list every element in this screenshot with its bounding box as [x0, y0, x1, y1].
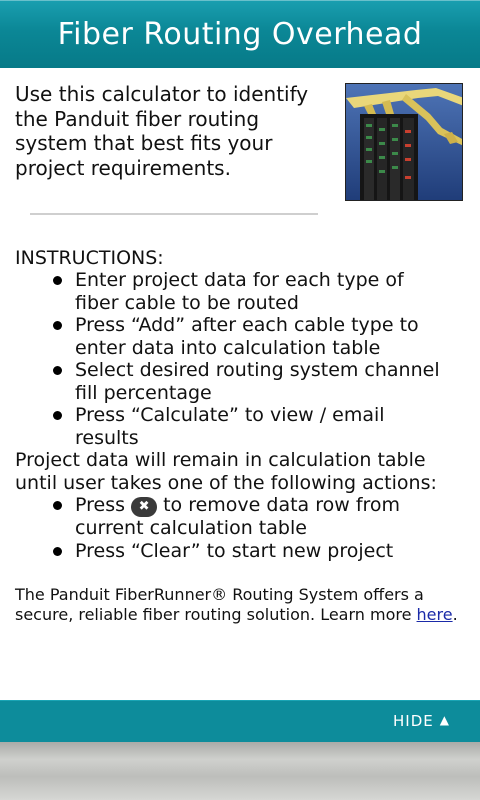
hide-button-label: HIDE	[393, 712, 434, 730]
background-area	[0, 742, 480, 800]
divider	[30, 213, 318, 215]
list-item-text: Select desired routing system channel fill percentage	[75, 359, 440, 404]
list-item	[0, 404, 480, 449]
content-panel[interactable]	[0, 68, 480, 700]
bullet-icon	[53, 501, 62, 510]
remove-row-icon: ✖	[131, 497, 157, 517]
bullet-icon	[53, 366, 62, 375]
list-item-text: Enter project data for each type of fiber cable to be routed	[75, 269, 404, 314]
app-header	[0, 0, 480, 68]
actions-list	[0, 494, 480, 562]
instructions-heading: INSTRUCTIONS:	[15, 247, 164, 269]
hide-bar	[0, 700, 480, 742]
list-item-text-before: Press	[75, 494, 132, 516]
list-item	[0, 540, 480, 563]
learn-more-link[interactable]: here	[416, 604, 453, 624]
instructions-list	[0, 269, 480, 449]
hide-button[interactable]	[393, 712, 450, 730]
footer-note-suffix: .	[452, 604, 458, 624]
bullet-icon	[53, 547, 62, 556]
bullet-icon	[53, 276, 62, 285]
list-item	[0, 269, 480, 314]
bullet-icon	[53, 411, 62, 420]
list-item-text: Press “Clear” to start new project	[75, 539, 394, 562]
fiber-routing-rack-image	[345, 83, 463, 201]
arrow-up-icon: ▲	[439, 713, 450, 727]
list-item	[0, 359, 480, 404]
intro-text: Use this calculator to identify the Panduit fiber routing system that best fits your project requirements.	[15, 82, 309, 180]
bullet-icon	[53, 321, 62, 330]
list-item-text: Press “Calculate” to view / email results	[75, 404, 385, 449]
footer-note-text: The Panduit FiberRunner® Routing System offers a secure, reliable fiber routing solution. Learn more	[15, 585, 424, 624]
page-title: Fiber Routing Overhead	[57, 16, 423, 52]
list-item-text: Press “Add” after each cable type to enter data into calculation table	[75, 314, 419, 359]
list-item-text-after: to remove data row from current calculation table	[75, 494, 401, 539]
list-item	[0, 314, 480, 359]
footer-note	[15, 585, 465, 624]
list-item	[0, 494, 480, 540]
project-data-text: Project data will remain in calculation table until user takes one of the following actions:	[15, 449, 437, 494]
